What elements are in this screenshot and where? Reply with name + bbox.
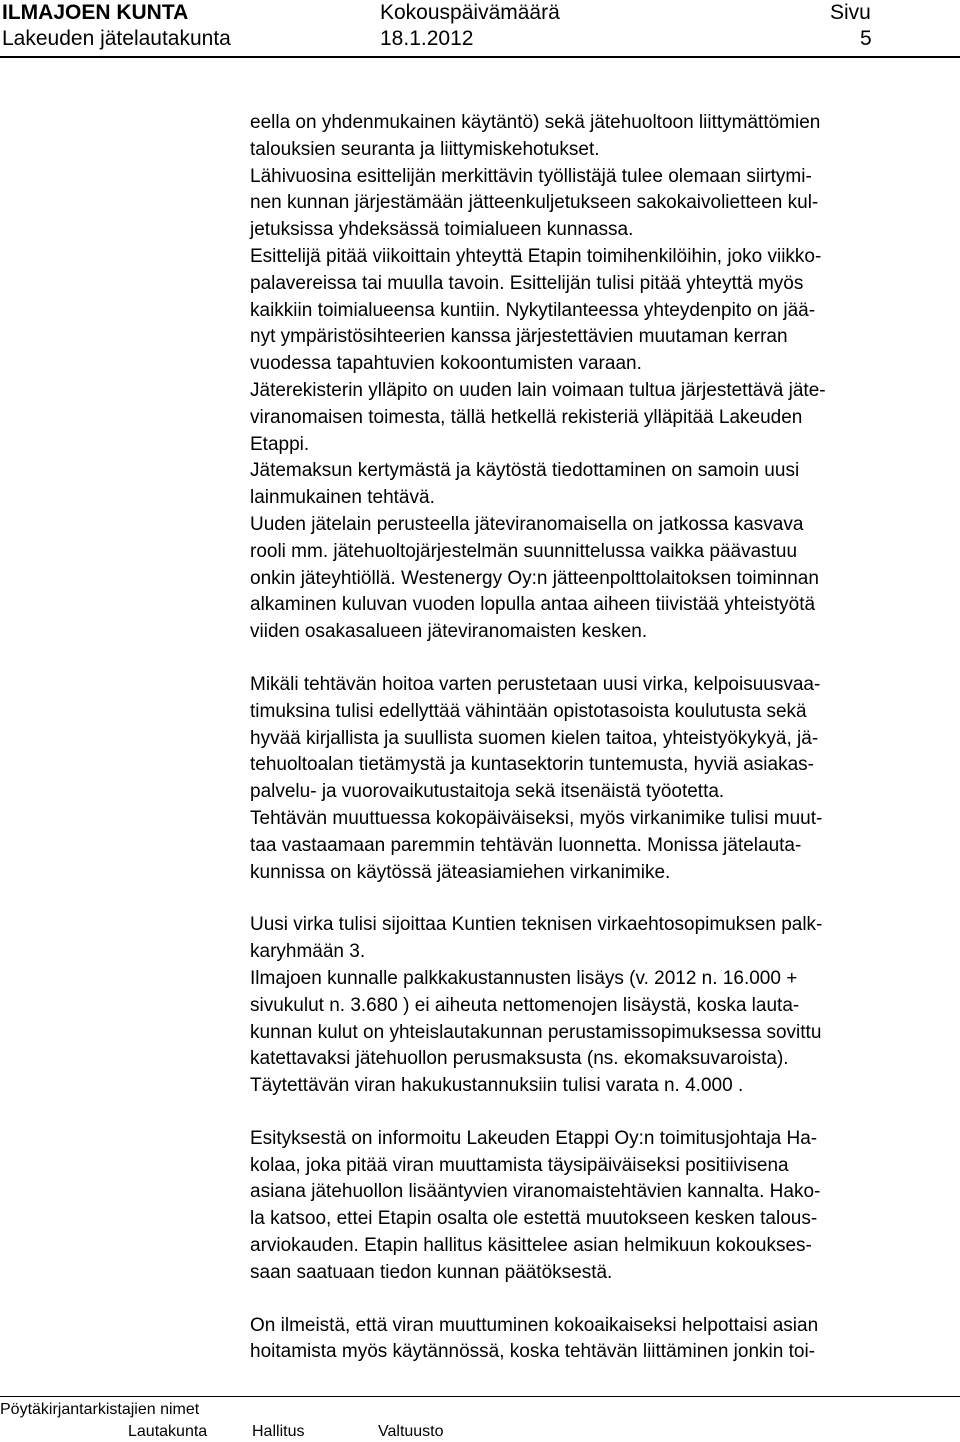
- text-line: jetuksissa yhdeksässä toimialueen kunnassa.: [250, 219, 634, 241]
- text-line: hoitamista myös käytännössä, koska tehtävän liittäminen jonkin toi-: [250, 1341, 815, 1363]
- footer-valtuusto: Valtuusto: [378, 1423, 444, 1440]
- header-divider: [0, 56, 960, 58]
- page-label: Sivu: [830, 1, 871, 24]
- organization-name: ILMAJOEN KUNTA: [2, 1, 189, 24]
- text-line: kunnissa on käytössä jäteasiamiehen virkanimike.: [250, 861, 671, 883]
- text-line: Esityksestä on informoitu Lakeuden Etappi Oy:n toimitusjohtaja Ha-: [250, 1127, 818, 1149]
- text-line: Täytettävän viran hakukustannuksiin tulisi varata n. 4.000 .: [250, 1075, 744, 1097]
- document-body: [250, 110, 950, 1392]
- footer-lautakunta: Lautakunta: [128, 1423, 208, 1440]
- footer-divider: [0, 1396, 960, 1397]
- page-number: 5: [860, 27, 872, 50]
- text-line: la katsoo, ettei Etapin osalta ole estettä muutokseen kesken talous-: [250, 1208, 818, 1230]
- text-line: arviokauden. Etapin hallitus käsittelee asian helmikuun kokoukses-: [250, 1235, 812, 1257]
- text-line: kolaa, joka pitää viran muuttamista täysipäiväiseksi positiivisena: [250, 1154, 789, 1176]
- paragraph: [250, 110, 950, 646]
- text-line: katettavaksi jätehuollon perusmaksusta (ns. ekomaksuvaroista).: [250, 1048, 789, 1070]
- paragraph: [250, 912, 950, 1100]
- text-line: Jäterekisterin ylläpito on uuden lain voimaan tultua järjestettävä jäte-: [250, 379, 826, 401]
- text-line: karyhmään 3.: [250, 941, 366, 963]
- text-line: onkin jäteyhtiöllä. Westenergy Oy:n jätteenpolttolaitoksen toiminnan: [250, 567, 819, 589]
- paragraph: [250, 1126, 950, 1287]
- paragraph: [250, 1313, 950, 1367]
- text-line: Lähivuosina esittelijän merkittävin työllistäjä tulee olemaan siirtymi-: [250, 165, 812, 187]
- text-line: nyt ympäristösihteerien kanssa järjestettävien muutaman kerran: [250, 326, 788, 348]
- text-line: tehuoltoalan tietämystä ja kuntasektorin tuntemusta, hyviä asiakas-: [250, 754, 814, 776]
- text-line: Uuden jätelain perusteella jäteviranomaisella on jatkossa kasvava: [250, 513, 804, 535]
- text-line: alkaminen kuluvan vuoden lopulla antaa aiheen tiivistää yhteistyötä: [250, 594, 816, 616]
- text-line: On ilmeistä, että viran muuttuminen kokoaikaiseksi helpottaisi asian: [250, 1314, 819, 1336]
- text-line: Jätemaksun kertymästä ja käytöstä tiedottaminen on samoin uusi: [250, 460, 800, 482]
- text-line: Tehtävän muuttuessa kokopäiväiseksi, myös virkanimike tulisi muut-: [250, 807, 823, 829]
- text-line: asiana jätehuollon lisääntyvien viranomaistehtävien kannalta. Hako-: [250, 1181, 821, 1203]
- text-line: viiden osakasalueen jäteviranomaisten kesken.: [250, 621, 648, 643]
- text-line: Mikäli tehtävän hoitoa varten perustetaan uusi virka, kelpoisuusvaa-: [250, 673, 821, 695]
- text-line: timuksina tulisi edellyttää vähintään opistotasoista koulutusta sekä: [250, 700, 807, 722]
- text-line: Ilmajoen kunnalle palkkakustannusten lisäys (v. 2012 n. 16.000 +: [250, 967, 798, 989]
- paragraph: [250, 672, 950, 886]
- text-line: hyvää kirjallista ja suullista suomen kielen taitoa, yhteistyökykyä, jä-: [250, 727, 819, 749]
- text-line: palavereissa tai muulla tavoin. Esittelijän tulisi pitää yhteyttä myös: [250, 272, 804, 294]
- text-line: Uusi virka tulisi sijoittaa Kuntien teknisen virkaehtosopimuksen palk-: [250, 914, 823, 936]
- footer-hallitus: Hallitus: [252, 1423, 305, 1440]
- meeting-date-label: Kokouspäivämäärä: [380, 1, 560, 24]
- text-line: Esittelijä pitää viikoittain yhteyttä Etapin toimihenkilöihin, joko viikko-: [250, 245, 822, 267]
- text-line: saan saatuaan tiedon kunnan päätöksestä.: [250, 1261, 613, 1283]
- text-line: sivukulut n. 3.680 ) ei aiheuta nettomenojen lisäystä, koska lauta-: [250, 994, 800, 1016]
- text-line: palvelu- ja vuorovaikutustaitoja sekä itsenäistä työotetta.: [250, 781, 725, 803]
- text-line: kunnan kulut on yhteislautakunnan perustamissopimuksessa sovittu: [250, 1021, 822, 1043]
- text-line: vuodessa tapahtuvien kokoontumisten varaan.: [250, 353, 642, 375]
- meeting-date-value: 18.1.2012: [380, 27, 474, 50]
- text-line: eella on yhdenmukainen käytäntö) sekä jätehuoltoon liittymättömien: [250, 112, 821, 133]
- footer-checkers-label: Pöytäkirjantarkistajien nimet: [0, 1401, 200, 1418]
- text-line: lainmukainen tehtävä.: [250, 487, 435, 509]
- text-line: viranomaisen toimesta, tällä hetkellä rekisteriä ylläpitää Lakeuden: [250, 406, 803, 428]
- board-name: Lakeuden jätelautakunta: [2, 27, 231, 50]
- text-line: rooli mm. jätehuoltojärjestelmän suunnittelussa vaikka päävastuu: [250, 540, 798, 562]
- text-line: talouksien seuranta ja liittymiskehotukset.: [250, 138, 600, 160]
- text-line: Etappi.: [250, 433, 310, 455]
- text-line: kaikkiin toimialueensa kuntiin. Nykytilanteessa yhteydenpito on jää-: [250, 299, 816, 321]
- text-line: nen kunnan järjestämään jätteenkuljetukseen sakokaivolietteen kul-: [250, 192, 819, 214]
- text-line: taa vastaamaan paremmin tehtävän luonnetta. Monissa jätelauta-: [250, 834, 802, 856]
